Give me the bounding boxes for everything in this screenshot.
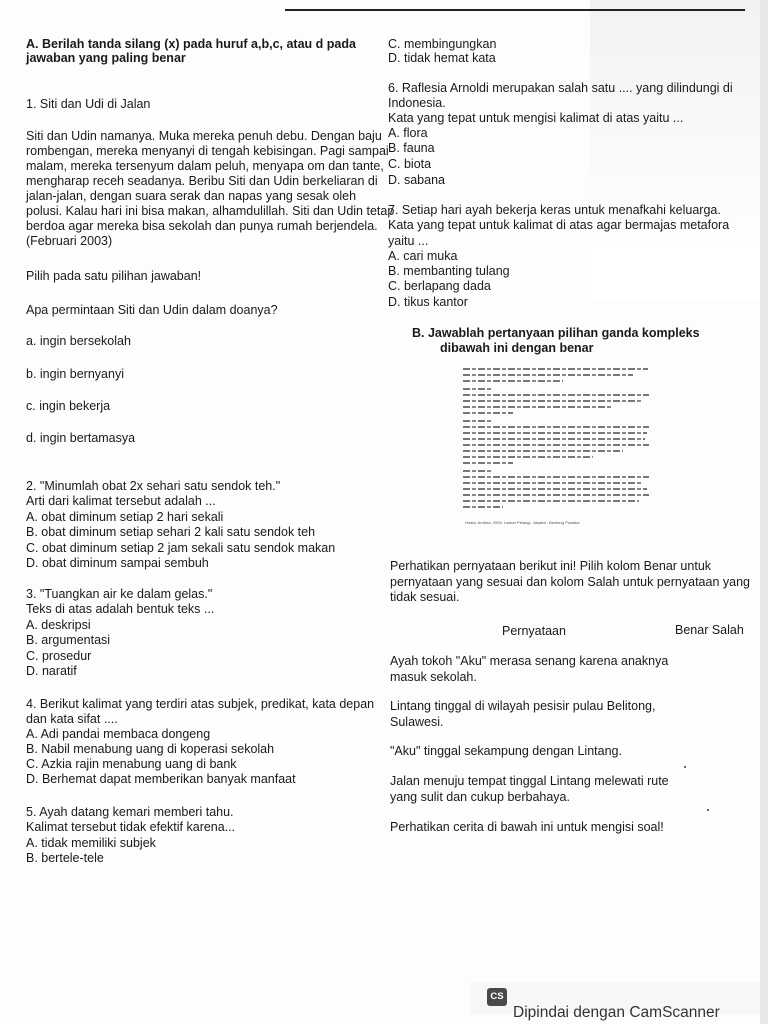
instruction-line: tidak sesuai.: [390, 590, 460, 604]
q4-title-line2: dan kata sifat ....: [26, 712, 118, 726]
story-line: berdoa agar mereka bisa sekolah dan punya rumah berjendela.: [26, 219, 378, 233]
story-line: Siti dan Udin namanya. Muka mereka penuh debu. Dengan baju: [26, 129, 382, 143]
q6-option-c[interactable]: C. biota: [388, 157, 432, 171]
section-a-title: A. Berilah tanda silang (x) pada huruf a,b,c, atau d pada: [26, 37, 356, 51]
q2-title: 2. "Minumlah obat 2x sehari satu sendok teh.": [26, 479, 281, 493]
section-b-title: B. Jawablah pertanyaan pilihan ganda kompleks: [412, 326, 700, 340]
table-header-answer: Benar Salah: [675, 623, 744, 637]
instruction-line: pernyataan yang sesuai dan kolom Salah untuk pernyataan yang: [390, 575, 750, 589]
q3-option-c[interactable]: C. prosedur: [26, 649, 92, 663]
story-line: mengharap receh seadanya. Beribu Siti dan Udin berkeliaran di: [26, 174, 378, 188]
q1-option-b[interactable]: b. ingin bernyanyi: [26, 367, 124, 381]
camscanner-logo-icon: CS: [487, 988, 507, 1006]
scan-speck: [684, 766, 686, 768]
instruction-line: Perhatikan pernyataan berikut ini! Pilih kolom Benar untuk: [390, 559, 712, 573]
q3-option-d[interactable]: D. naratif: [26, 664, 77, 678]
statement-2: Lintang tinggal di wilayah pesisir pulau Belitong,: [390, 699, 656, 713]
q1-question: Apa permintaan Siti dan Udin dalam doanya?: [26, 303, 278, 317]
section-a-title-line2: jawaban yang paling benar: [26, 51, 186, 65]
passage-clipping-image: [463, 366, 652, 527]
q4-option-a[interactable]: A. Adi pandai membaca dongeng: [26, 727, 211, 741]
statement-1-line2: masuk sekolah.: [390, 670, 477, 684]
q7-option-b[interactable]: B. membanting tulang: [388, 264, 510, 278]
q6-title: 6. Raflesia Arnoldi merupakan salah satu .... yang dilindungi di: [388, 81, 733, 95]
q3-option-a[interactable]: A. deskripsi: [26, 618, 91, 632]
q2-question: Arti dari kalimat tersebut adalah ...: [26, 494, 216, 508]
q4-title: 4. Berikut kalimat yang terdiri atas subjek, predikat, kata depan: [26, 697, 375, 711]
statement-2-line2: Sulawesi.: [390, 715, 444, 729]
q2-option-d[interactable]: D. obat diminum sampai sembuh: [26, 556, 209, 570]
story-line: polusi. Kalau hari ini bisa makan, alhamdulillah. Siti dan Udin tetap: [26, 204, 395, 218]
statement-1: Ayah tokoh "Aku" merasa senang karena anaknya: [390, 654, 669, 668]
q7-question: Kata yang tepat untuk kalimat di atas agar bermajas metafora: [388, 218, 730, 232]
top-rule: [285, 9, 745, 11]
q1-option-d[interactable]: d. ingin bertamasya: [26, 431, 136, 445]
scan-edge: [760, 0, 768, 1024]
q5-title: 5. Ayah datang kemari memberi tahu.: [26, 805, 234, 819]
q3-question: Teks di atas adalah bentuk teks ...: [26, 602, 215, 616]
q1-option-a[interactable]: a. ingin bersekolah: [26, 334, 131, 348]
q3-option-b[interactable]: B. argumentasi: [26, 633, 111, 647]
q7-option-a[interactable]: A. cari muka: [388, 249, 458, 263]
q5-option-b[interactable]: B. bertele-tele: [26, 851, 104, 865]
statement-3: "Aku" tinggal sekampung dengan Lintang.: [390, 744, 622, 758]
q7-title: 7. Setiap hari ayah bekerja keras untuk menafkahi keluarga.: [388, 203, 721, 217]
q4-option-d[interactable]: D. Berhemat dapat memberikan banyak manfaat: [26, 772, 296, 786]
q2-option-a[interactable]: A. obat diminum setiap 2 hari sekali: [26, 510, 224, 524]
instruction-text: Pilih pada satu pilihan jawaban!: [26, 269, 202, 283]
story-line: jalan-jalan, dengan suara serak dan napas yang sesak oleh: [26, 189, 357, 203]
q1-option-c[interactable]: c. ingin bekerja: [26, 399, 111, 413]
statement-4: Jalan menuju tempat tinggal Lintang melewati rute: [390, 774, 669, 788]
q7-question-line2: yaitu ...: [388, 234, 429, 248]
story-line: malam, mereka tersenyum dalam peluh, menyapa om dan tante,: [26, 159, 384, 173]
scan-shadow: [590, 0, 768, 300]
q4-option-b[interactable]: B. Nabil menabung uang di koperasi sekolah: [26, 742, 275, 756]
q5-question: Kalimat tersebut tidak efektif karena...: [26, 820, 236, 834]
q6-option-b[interactable]: B. fauna: [388, 141, 435, 155]
q6-option-a[interactable]: A. flora: [388, 126, 428, 140]
q5-option-a[interactable]: A. tidak memiliki subjek: [26, 836, 156, 850]
clipping-caption: Hirata, Andrea. 2006. Laskar Pelangi. Jakarta : Bentang Pustaka: [465, 520, 580, 525]
q6-option-d[interactable]: D. sabana: [388, 173, 445, 187]
q6-question: Kata yang tepat untuk mengisi kalimat di atas yaitu ...: [388, 111, 684, 125]
q7-option-d[interactable]: D. tikus kantor: [388, 295, 468, 309]
story-date: (Februari 2003): [26, 234, 113, 248]
q2-option-c[interactable]: C. obat diminum setiap 2 jam sekali satu sendok makan: [26, 541, 336, 555]
q5-option-c[interactable]: C. membingungkan: [388, 37, 497, 51]
q1-title: 1. Siti dan Udi di Jalan: [26, 97, 151, 111]
statement-4-line2: yang sulit dan cukup berbahaya.: [390, 790, 570, 804]
scan-speck: [707, 809, 709, 811]
scanner-watermark-text: Dipindai dengan CamScanner: [513, 1003, 720, 1021]
table-header-statement: Pernyataan: [502, 624, 566, 638]
q5-option-d[interactable]: D. tidak hemat kata: [388, 51, 496, 65]
q4-option-c[interactable]: C. Azkia rajin menabung uang di bank: [26, 757, 237, 771]
q7-option-c[interactable]: C. berlapang dada: [388, 279, 491, 293]
closing-instruction: Perhatikan cerita di bawah ini untuk mengisi soal!: [390, 820, 664, 834]
q6-title-line2: Indonesia.: [388, 96, 446, 110]
q2-option-b[interactable]: B. obat diminum setiap sehari 2 kali satu sendok teh: [26, 525, 316, 539]
story-line: rombengan, mereka menyanyi di tengah kebisingan. Pagi sampai: [26, 144, 389, 158]
q3-title: 3. "Tuangkan air ke dalam gelas.": [26, 587, 213, 601]
section-b-title-line2: dibawah ini dengan benar: [440, 341, 594, 355]
